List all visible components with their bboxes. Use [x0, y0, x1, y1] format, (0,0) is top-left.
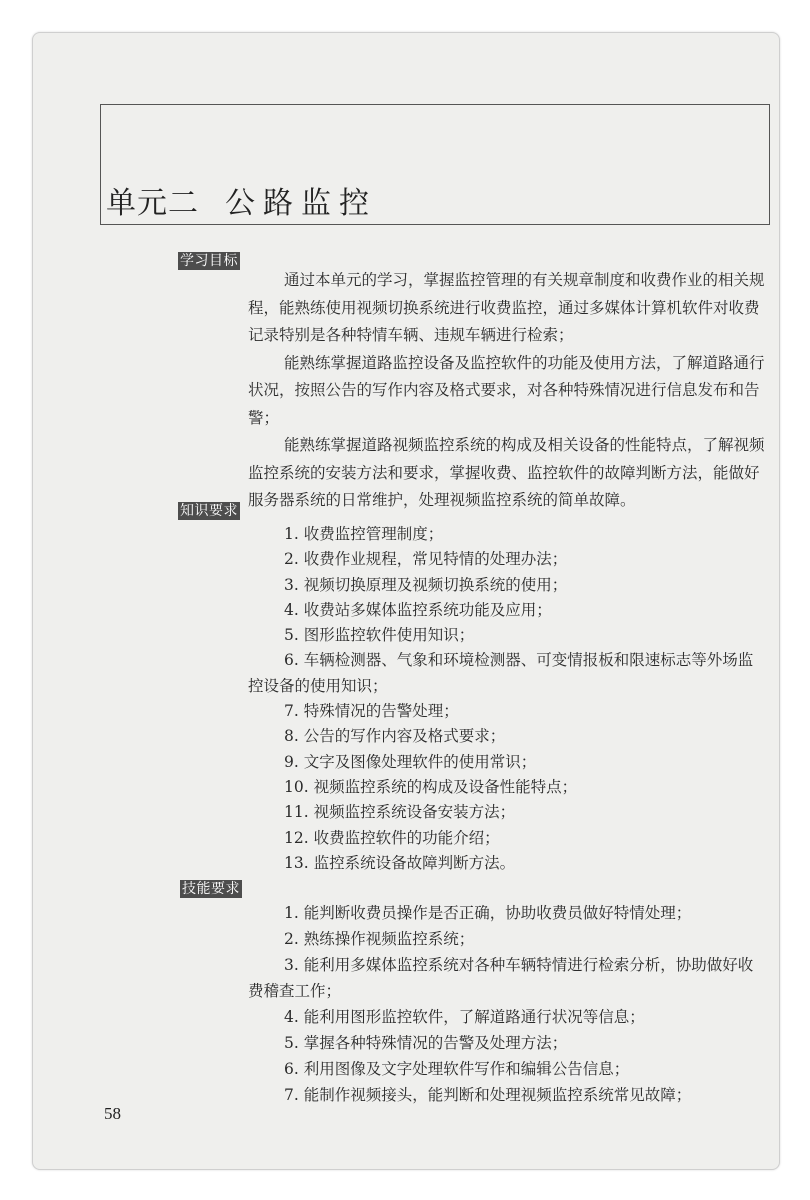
- page-number: 58: [104, 1104, 121, 1123]
- goals-text: [248, 267, 768, 515]
- section-label-knowledge: 知识要求: [180, 503, 238, 519]
- list-item: 5. 图形监控软件使用知识；: [284, 626, 475, 645]
- list-item: 4. 能利用图形监控软件，了解道路通行状况等信息；: [284, 1008, 645, 1026]
- chapter-unit: 单元二: [106, 186, 199, 221]
- paragraph: 能熟练掌握道路视频监控系统的构成及相关设备的性能特点，了解视频监控系统的安装方法和要求，掌握收费、监控软件的故障判断方法，能做好服务器系统的日常维护，处理视频监控系统的简单故障。: [248, 436, 765, 509]
- knowledge-list: [248, 522, 768, 876]
- list-item: 2. 熟练操作视频监控系统；: [284, 930, 475, 948]
- chapter-title: [106, 186, 377, 222]
- paragraph: 通过本单元的学习，掌握监控管理的有关规章制度和收费作业的相关规程，能熟练使用视频切换系统进行收费监控，通过多媒体计算机软件对收费记录特别是各种特情车辆、违规车辆进行检索；: [248, 271, 765, 344]
- list-item: 6. 车辆检测器、气象和环境检测器、可变情报板和限速标志等外场监控设备的使用知识；: [248, 651, 754, 695]
- chapter-name: 公路监控: [225, 186, 377, 221]
- section-label-goals: 学习目标: [180, 253, 238, 269]
- list-item: 3. 能利用多媒体监控系统对各种车辆特情进行检索分析，协助做好收费稽查工作；: [248, 956, 754, 1000]
- skills-list: [248, 900, 768, 1108]
- list-item: 5. 掌握各种特殊情况的告警及处理方法；: [284, 1034, 568, 1052]
- section-label-skills: 技能要求: [182, 881, 240, 897]
- list-item: 7. 能制作视频接头，能判断和处理视频监控系统常见故障；: [284, 1086, 692, 1104]
- list-item: 6. 利用图像及文字处理软件写作和编辑公告信息；: [284, 1060, 630, 1078]
- list-item: 12. 收费监控软件的功能介绍；: [284, 828, 500, 847]
- list-item: 9. 文字及图像处理软件的使用常识；: [284, 752, 537, 771]
- list-item: 2. 收费作业规程，常见特情的处理办法；: [284, 550, 568, 569]
- list-item: 3. 视频切换原理及视频切换系统的使用；: [284, 575, 568, 594]
- list-item: 8. 公告的写作内容及格式要求；: [284, 727, 506, 746]
- list-item: 1. 能判断收费员操作是否正确，协助收费员做好特情处理；: [284, 904, 692, 922]
- paragraph: 能熟练掌握道路监控设备及监控软件的功能及使用方法，了解道路通行状况，按照公告的写作内容及格式要求，对各种特殊情况进行信息发布和告警；: [248, 353, 765, 427]
- list-item: 13. 监控系统设备故障判断方法。: [284, 853, 516, 872]
- list-item: 1. 收费监控管理制度；: [284, 525, 444, 543]
- list-item: 11. 视频监控系统设备安装方法；: [284, 803, 516, 822]
- list-item: 10. 视频监控系统的构成及设备性能特点；: [284, 777, 578, 796]
- list-item: 7. 特殊情况的告警处理；: [284, 702, 459, 721]
- list-item: 4. 收费站多媒体监控系统功能及应用；: [284, 600, 552, 619]
